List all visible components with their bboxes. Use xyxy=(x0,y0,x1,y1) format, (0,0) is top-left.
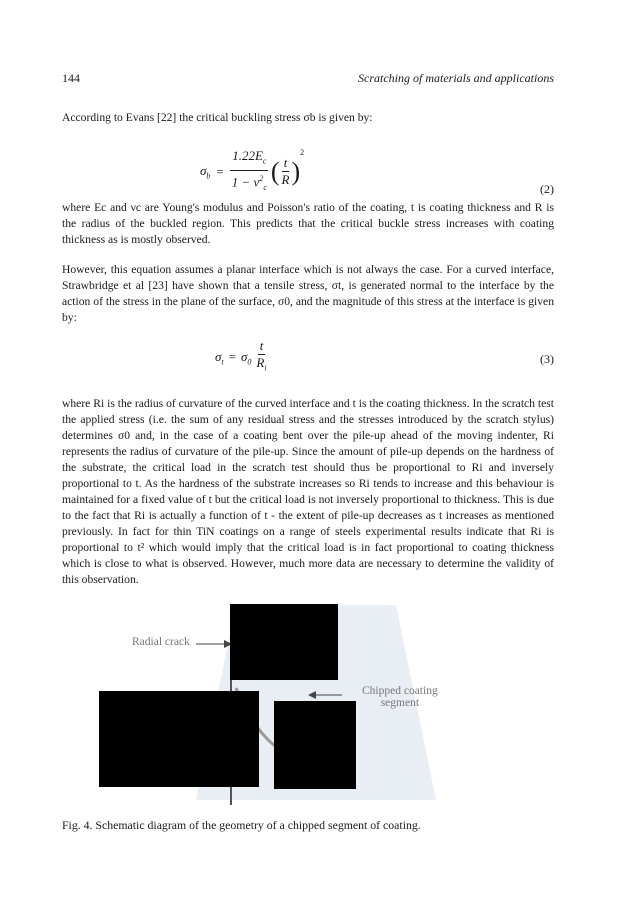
redaction-box-3 xyxy=(274,701,356,789)
eq2-ratio: $\frac{t}{R}$ xyxy=(281,155,290,188)
page-number: 144 xyxy=(62,71,80,85)
equation-3-number: (3) xyxy=(540,352,554,366)
paragraph-2: where Ec and νc are Young's modulus and Poisson's ratio of the coating, t is coating thickness and R is the radius of the buckled region. This predicts that the critical buckle stress increases with coating thickness as is mostly observed. xyxy=(62,201,554,246)
paragraph-4: where Ri is the radius of curvature of the curved interface and t is the coating thickness. In the scratch test the applied stress (i.e. the sum of any residual stress and the stresses introduced by the scratch stylus) determines σ0 and, in the case of a coating bent over the pile-up ahead of the moving indenter, Ri represents the radius of curvature of the pile-up. Since the amount of pile-up depends on the hardness of the substrate, the critical load in the scratch test should thus be proportional to Ri and inversely proportional to t. As the hardness of the substrate increases so Ri tends to increase and this behaviour is maintained for a fixed value of t but the critical load is not inversely proportional to thickness. This is due to the fact that Ri is actually a function of t - the extent of pile-up decreases as t increases as mentioned previously. In fact for thin TiN coatings on a range of steels experimental results indicate that Ri is proportional to t² which would imply that the critical load is in fact proportional to coating thickness which is close to what is observed. However, much more data are necessary to determine the validity of this observation. xyxy=(62,397,554,586)
redaction-box-1 xyxy=(230,604,338,680)
figure-4 xyxy=(96,600,516,805)
figure-caption: Fig. 4. Schematic diagram of the geometry of a chipped segment of coating. xyxy=(62,818,421,832)
equation-2-number: (2) xyxy=(540,182,554,196)
eq2-fraction: $\frac{1.22E_c}{1 - \nu^2_c}$ xyxy=(231,148,267,192)
paragraph-3: However, this equation assumes a planar interface which is not always the case. For a curved interface, Strawbridge et al [23] have shown that a tensile stress, σt, is generated normal to the interface by the action of the stress in the plane of the surface, σ0, and the magnitude of this stress at the interface is given by: xyxy=(62,263,554,324)
equation-2: $\sigma_b$ = $\frac{1.22E_c}{1 - \nu^2_c}$ ( $\frac{t}{R}$ ) 2 xyxy=(200,148,304,196)
paragraph-1: According to Evans [22] the critical buckling stress σb is given by: xyxy=(62,111,373,124)
equation-3: $\sigma_t$ = $\sigma_0$ $\frac{t}{R_i}$ xyxy=(215,338,269,377)
eq3-fraction: $\frac{t}{R_i}$ xyxy=(256,338,267,373)
eq2-lhs: $\sigma_b$ xyxy=(200,162,211,181)
label-radial-crack: Radial crack xyxy=(132,636,190,648)
label-chipped-coating: Chipped coating segment xyxy=(362,685,438,709)
running-title: Scratching of materials and applications xyxy=(358,71,554,85)
redaction-box-2 xyxy=(99,691,259,787)
